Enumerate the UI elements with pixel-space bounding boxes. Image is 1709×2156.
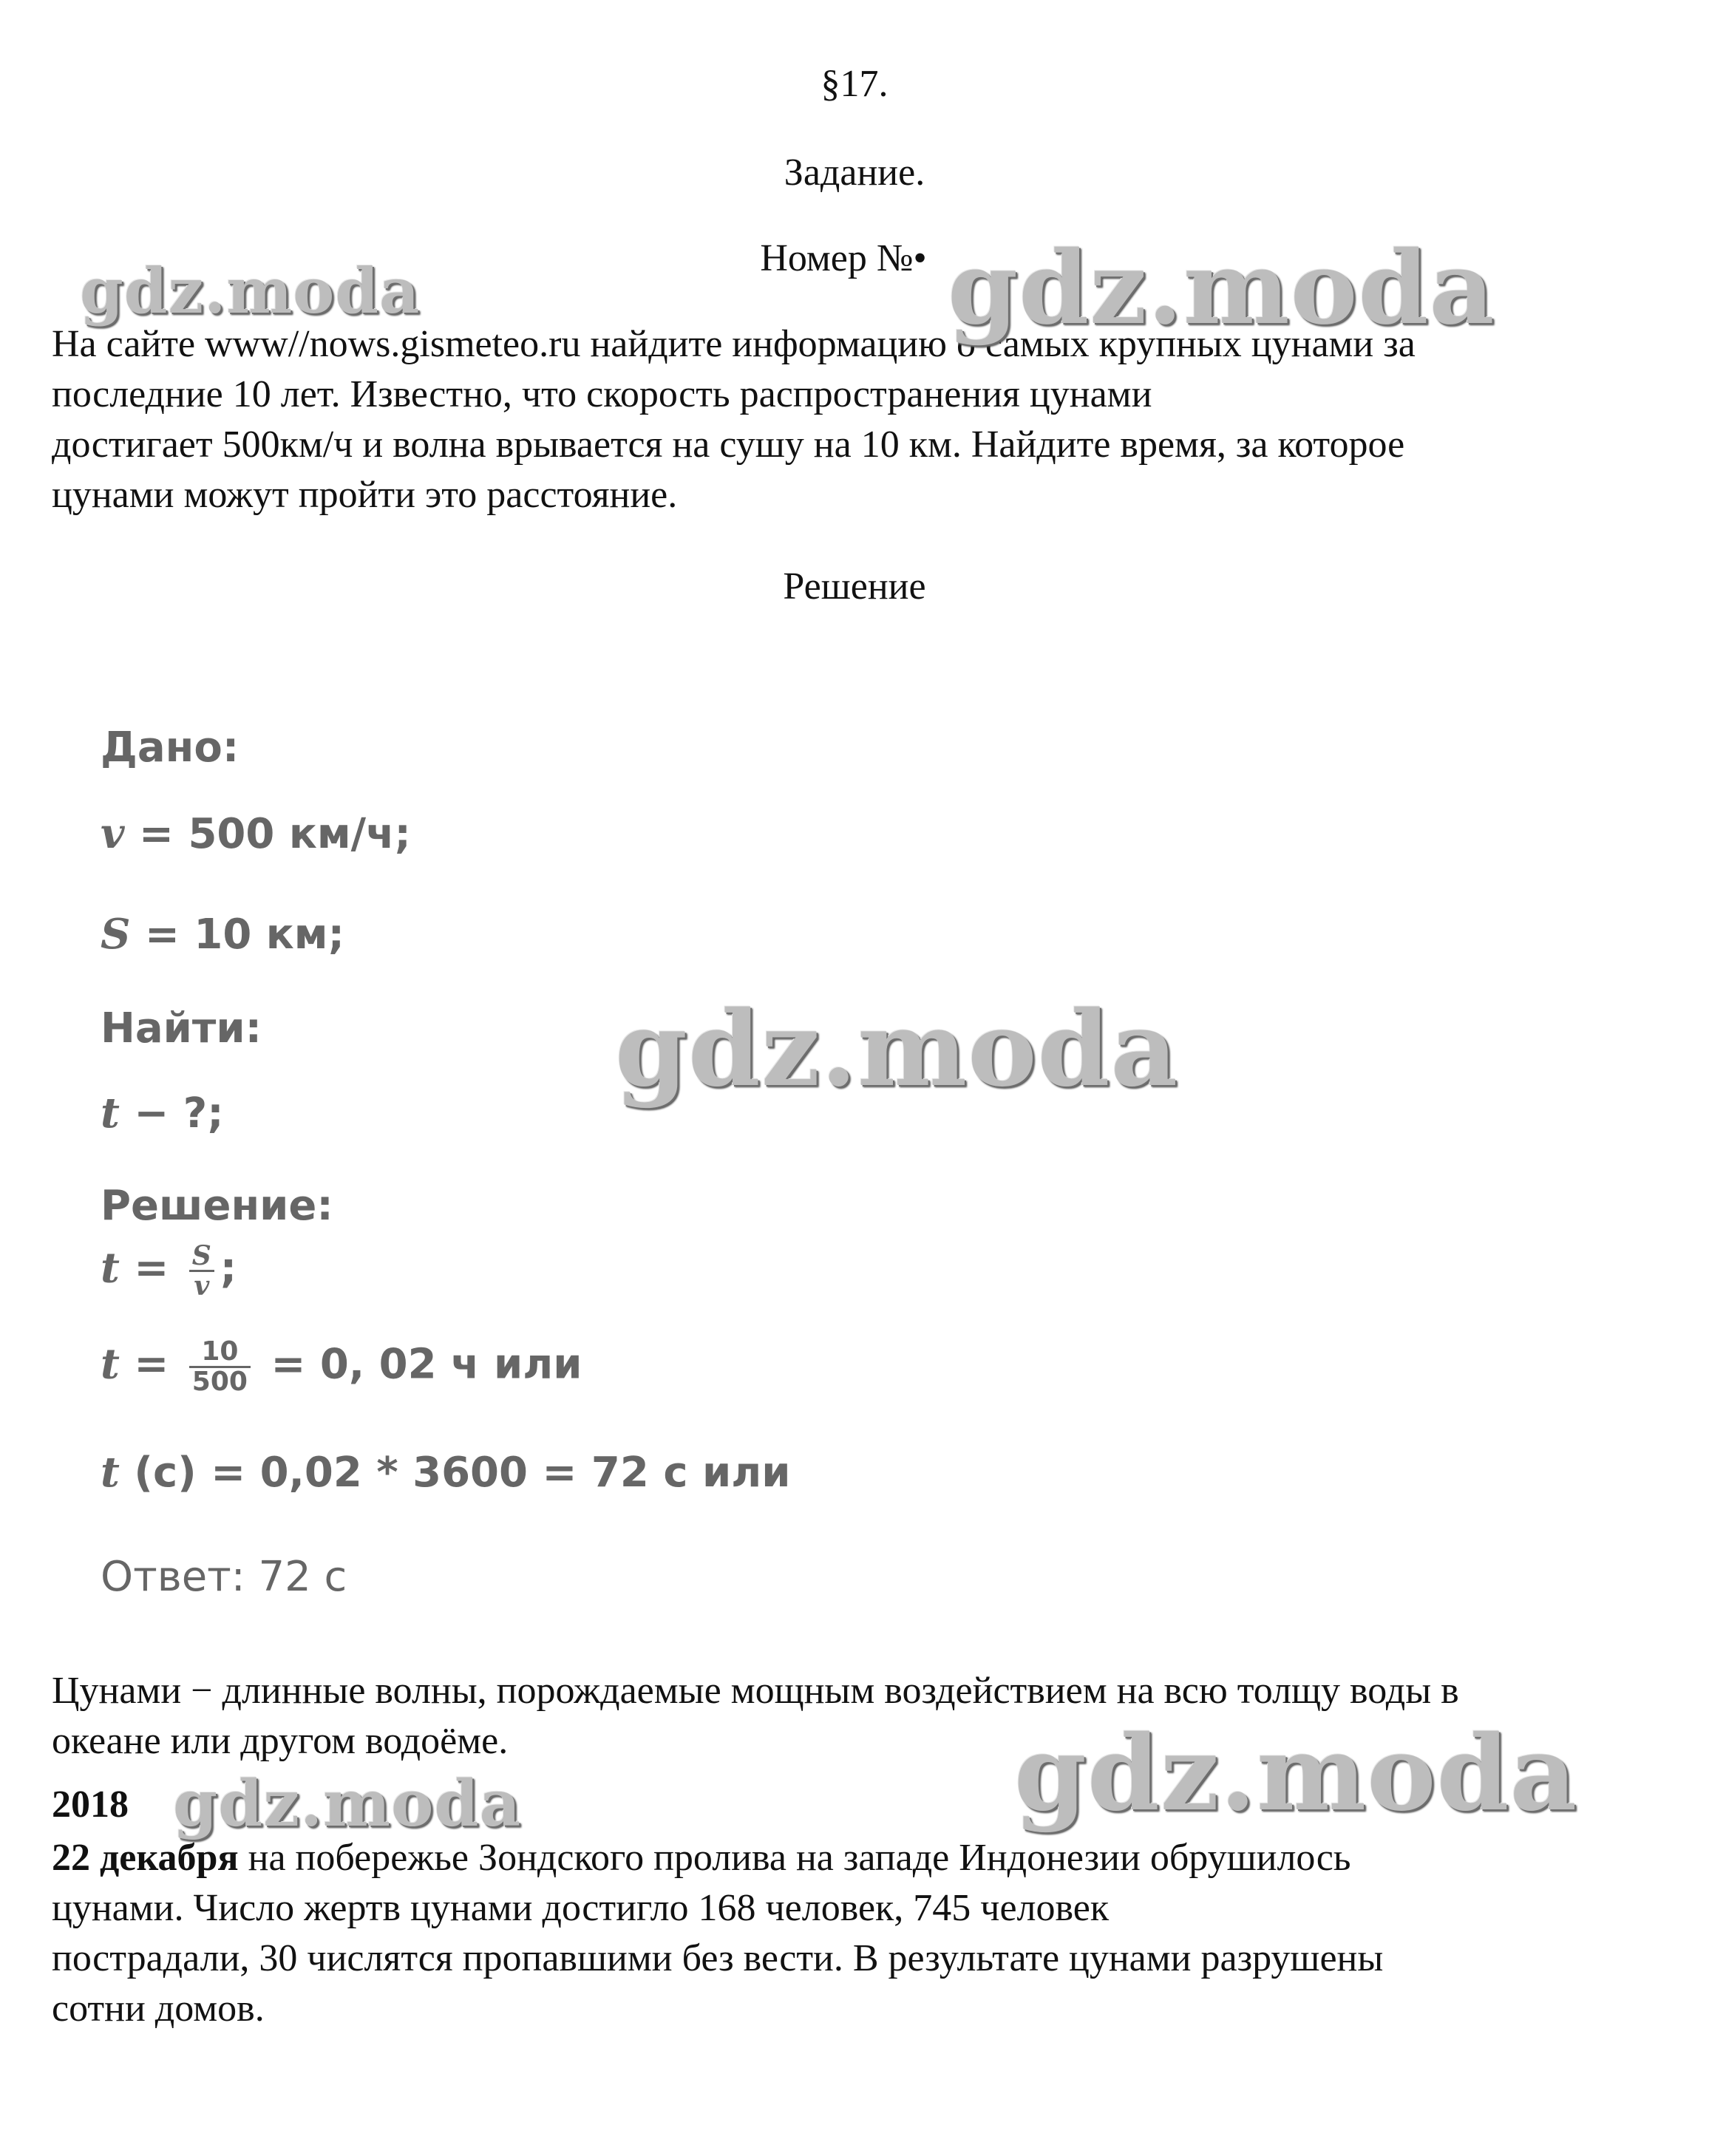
watermark: gdz.moda — [1014, 1713, 1578, 1834]
section-number: §17. — [820, 63, 889, 105]
task-text — [52, 319, 1671, 520]
calculation: t = $\frac{10}{500}$ = 0, 02 ч или — [101, 1336, 582, 1397]
find-time: t − ?; — [101, 1089, 224, 1137]
year-heading: 2018 — [52, 1783, 129, 1826]
task-line: последние 10 лет. Известно, что скорость распространения цунами — [52, 373, 1152, 415]
solution-heading: Решение — [783, 565, 926, 608]
watermark: gdz.moda — [615, 989, 1179, 1110]
find-label: Найти: — [101, 1004, 262, 1053]
tsunami-definition: Цунами − длинные волны, порождаемые мощным воздействием на всю толщу воды в океане или другом водоёме. — [52, 1670, 1459, 1762]
task-line: цунами можут пройти это расстояние. — [52, 474, 678, 516]
conversion: t (с) = 0,02 * 3600 = 72 с или — [101, 1448, 791, 1497]
watermark: gdz.moda — [80, 254, 421, 327]
event-text: 22 декабря на побережье Зондского пролива на западе Индонезии обрушилось цунами. Число жертв цунами достигло 168 человек, 745 человек пострадали, 30 числятся пропавшими без вести. В результате цунами разрушены сотни домов. — [52, 1837, 1384, 2030]
watermark: gdz.moda — [948, 229, 1495, 347]
given-label: Дано: — [101, 724, 239, 772]
task-line: достигает 500км/ч и волна врывается на сушу на 10 км. Найдите время, за которое — [52, 424, 1405, 466]
given-velocity: v = 500 км/ч; — [101, 809, 411, 858]
solution-label: Решение: — [101, 1182, 333, 1230]
event-date: 22 декабря — [52, 1837, 239, 1879]
number-label: Номер №• — [760, 237, 927, 279]
given-distance: S = 10 км; — [101, 910, 344, 959]
task-line: На сайте www//nows.gismeteo.ru найдите информацию о самых крупных цунами за — [52, 323, 1416, 365]
formula: t = $\frac{S}{v}$ ; — [101, 1240, 237, 1302]
answer: Ответ: 72 с — [101, 1553, 347, 1601]
task-label: Задание. — [784, 152, 925, 194]
watermark: gdz.moda — [173, 1766, 522, 1841]
